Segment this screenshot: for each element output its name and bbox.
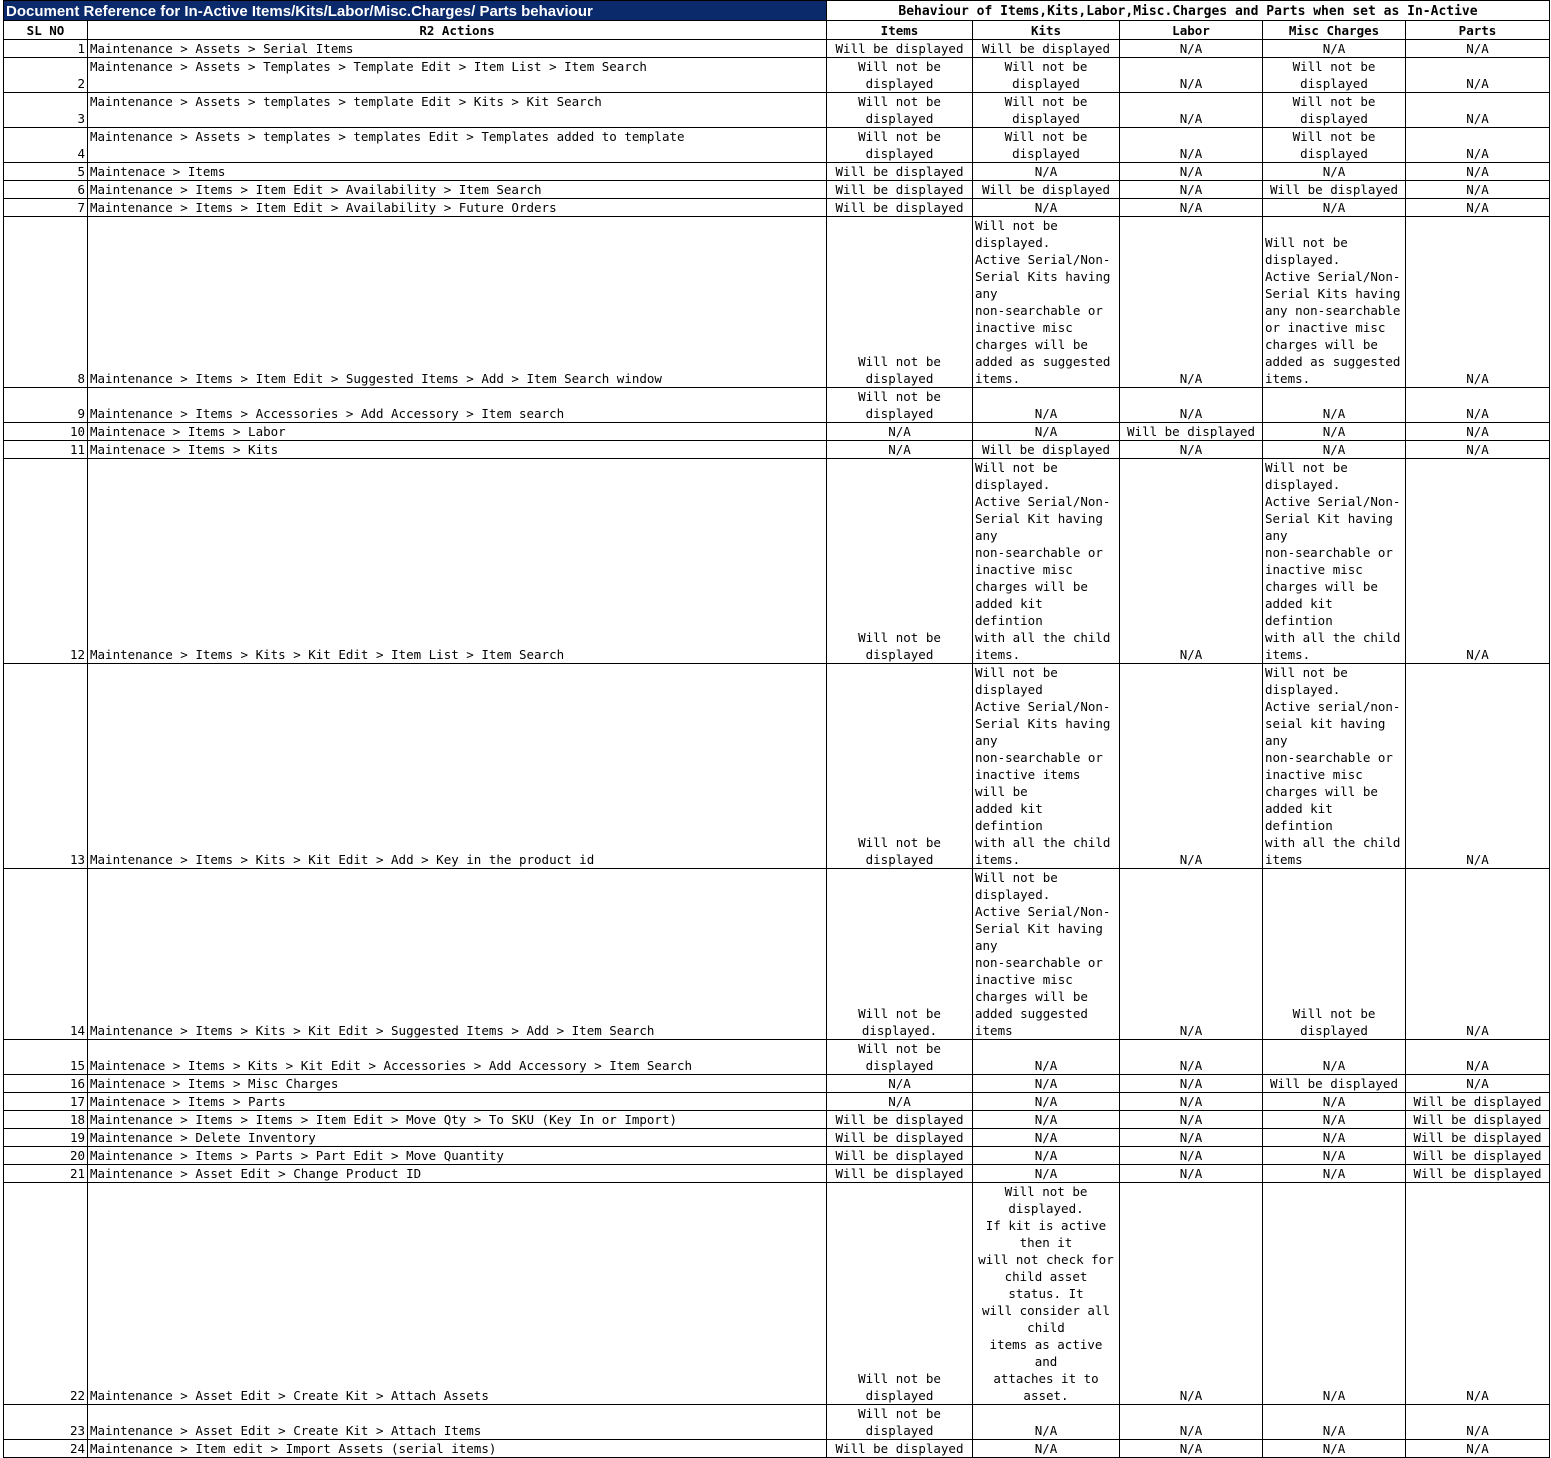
- items-cell: Will not be displayed: [827, 217, 973, 388]
- sl-no-cell: 15: [4, 1040, 88, 1075]
- labor-cell: Will be displayed: [1120, 423, 1263, 441]
- items-cell: N/A: [827, 1093, 973, 1111]
- misc-cell: Will not be displayed: [1263, 128, 1406, 163]
- table-row: [4, 1183, 1550, 1405]
- action-cell: Maintenace > Items: [88, 163, 827, 181]
- misc-cell: N/A: [1263, 388, 1406, 423]
- items-cell: Will not be displayed: [827, 459, 973, 664]
- misc-cell: Will not be displayed. Active Serial/Non- Serial Kits having any non-searchable or inactive misc charges will be added as suggested items.: [1263, 217, 1406, 388]
- parts-cell: N/A: [1406, 93, 1550, 128]
- items-cell: Will be displayed: [827, 1111, 973, 1129]
- parts-cell: N/A: [1406, 1075, 1550, 1093]
- misc-cell: N/A: [1263, 163, 1406, 181]
- labor-cell: N/A: [1120, 1405, 1263, 1440]
- misc-cell: N/A: [1263, 1440, 1406, 1458]
- sl-no-cell: 13: [4, 664, 88, 869]
- misc-cell: Will not be displayed. Active serial/non- seial kit having any non-searchable or inactive misc charges will be added kit defintion with all the child items: [1263, 664, 1406, 869]
- labor-cell: N/A: [1120, 1165, 1263, 1183]
- sl-no-cell: 4: [4, 128, 88, 163]
- labor-cell: N/A: [1120, 199, 1263, 217]
- action-cell: Maintenance > Asset Edit > Create Kit > Attach Assets: [88, 1183, 827, 1405]
- table-row: [4, 163, 1550, 181]
- labor-cell: N/A: [1120, 1040, 1263, 1075]
- labor-cell: N/A: [1120, 441, 1263, 459]
- kits-cell: N/A: [973, 423, 1120, 441]
- parts-cell: N/A: [1406, 217, 1550, 388]
- labor-cell: N/A: [1120, 128, 1263, 163]
- table-row: [4, 1111, 1550, 1129]
- parts-cell: N/A: [1406, 163, 1550, 181]
- sl-no-cell: 10: [4, 423, 88, 441]
- labor-cell: N/A: [1120, 869, 1263, 1040]
- kits-cell: Will not be displayed. If kit is active then it will not check for child asset status. It will consider all child items as active and attaches it to asset.: [973, 1183, 1120, 1405]
- kits-cell: Will not be displayed Active Serial/Non- Serial Kits having any non-searchable or inactive items will be added kit defintion with all the child items.: [973, 664, 1120, 869]
- action-cell: Maintenance > Item edit > Import Assets (serial items): [88, 1440, 827, 1458]
- table-row: [4, 1147, 1550, 1165]
- items-cell: Will be displayed: [827, 1165, 973, 1183]
- sl-no-cell: 22: [4, 1183, 88, 1405]
- action-cell: Maintenance > Assets > Serial Items: [88, 40, 827, 58]
- kits-cell: N/A: [973, 1405, 1120, 1440]
- parts-cell: N/A: [1406, 128, 1550, 163]
- misc-cell: N/A: [1263, 1093, 1406, 1111]
- action-cell: Maintenace > Items > Kits: [88, 441, 827, 459]
- table-row: [4, 459, 1550, 664]
- items-cell: Will be displayed: [827, 40, 973, 58]
- action-cell: Maintenance > Items > Item Edit > Availability > Item Search: [88, 181, 827, 199]
- items-cell: Will be displayed: [827, 181, 973, 199]
- table-body: [4, 40, 1550, 1458]
- action-cell: Maintenance > Asset Edit > Change Product ID: [88, 1165, 827, 1183]
- table-row: [4, 423, 1550, 441]
- kits-cell: N/A: [973, 388, 1120, 423]
- kits-cell: Will not be displayed: [973, 128, 1120, 163]
- action-cell: Maintenance > Items > Item Edit > Availability > Future Orders: [88, 199, 827, 217]
- header-items: Items: [827, 21, 973, 40]
- kits-cell: N/A: [973, 1440, 1120, 1458]
- labor-cell: N/A: [1120, 58, 1263, 93]
- kits-cell: N/A: [973, 1093, 1120, 1111]
- table-row: [4, 217, 1550, 388]
- parts-cell: Will be displayed: [1406, 1111, 1550, 1129]
- table-row: [4, 1040, 1550, 1075]
- table-row: [4, 1093, 1550, 1111]
- misc-cell: Will not be displayed: [1263, 869, 1406, 1040]
- parts-cell: N/A: [1406, 1183, 1550, 1405]
- labor-cell: N/A: [1120, 1440, 1263, 1458]
- kits-cell: Will not be displayed. Active Serial/Non- Serial Kit having any non-searchable or inactive misc charges will be added kit defintion with all the child items.: [973, 459, 1120, 664]
- action-cell: Maintenance > Items > Parts > Part Edit > Move Quantity: [88, 1147, 827, 1165]
- items-cell: Will not be displayed: [827, 664, 973, 869]
- items-cell: Will be displayed: [827, 1129, 973, 1147]
- parts-cell: N/A: [1406, 1040, 1550, 1075]
- table-row: [4, 869, 1550, 1040]
- sl-no-cell: 3: [4, 93, 88, 128]
- items-cell: N/A: [827, 423, 973, 441]
- labor-cell: N/A: [1120, 1147, 1263, 1165]
- kits-cell: N/A: [973, 1040, 1120, 1075]
- sl-no-cell: 24: [4, 1440, 88, 1458]
- misc-cell: N/A: [1263, 1147, 1406, 1165]
- action-cell: Maintenance > Items > Item Edit > Suggested Items > Add > Item Search window: [88, 217, 827, 388]
- labor-cell: N/A: [1120, 40, 1263, 58]
- action-cell: Maintenance > Delete Inventory: [88, 1129, 827, 1147]
- kits-cell: N/A: [973, 1075, 1120, 1093]
- items-cell: N/A: [827, 1075, 973, 1093]
- table-row: [4, 1405, 1550, 1440]
- misc-cell: N/A: [1263, 1040, 1406, 1075]
- misc-cell: N/A: [1263, 1111, 1406, 1129]
- labor-cell: N/A: [1120, 664, 1263, 869]
- labor-cell: N/A: [1120, 93, 1263, 128]
- items-cell: Will be displayed: [827, 1440, 973, 1458]
- kits-cell: N/A: [973, 1129, 1120, 1147]
- parts-cell: N/A: [1406, 181, 1550, 199]
- table-row: [4, 1075, 1550, 1093]
- misc-cell: Will be displayed: [1263, 1075, 1406, 1093]
- action-cell: Maintenance > Items > Kits > Kit Edit > Item List > Item Search: [88, 459, 827, 664]
- sl-no-cell: 11: [4, 441, 88, 459]
- kits-cell: N/A: [973, 163, 1120, 181]
- behaviour-table: [3, 0, 1550, 1458]
- action-cell: Maintenace > Items > Kits > Kit Edit > Accessories > Add Accessory > Item Search: [88, 1040, 827, 1075]
- labor-cell: N/A: [1120, 1129, 1263, 1147]
- header-r2-actions: R2 Actions: [88, 21, 827, 40]
- kits-cell: Will be displayed: [973, 40, 1120, 58]
- sl-no-cell: 14: [4, 869, 88, 1040]
- parts-cell: N/A: [1406, 1440, 1550, 1458]
- parts-cell: N/A: [1406, 1405, 1550, 1440]
- parts-cell: Will be displayed: [1406, 1129, 1550, 1147]
- action-cell: Maintenance > Asset Edit > Create Kit > Attach Items: [88, 1405, 827, 1440]
- table-row: [4, 1440, 1550, 1458]
- kits-cell: Will not be displayed: [973, 58, 1120, 93]
- misc-cell: Will not be displayed. Active Serial/Non- Serial Kit having any non-searchable or inactive misc charges will be added kit defintion with all the child items.: [1263, 459, 1406, 664]
- parts-cell: Will be displayed: [1406, 1165, 1550, 1183]
- labor-cell: N/A: [1120, 1093, 1263, 1111]
- items-cell: Will not be displayed: [827, 1040, 973, 1075]
- parts-cell: N/A: [1406, 664, 1550, 869]
- kits-cell: Will be displayed: [973, 441, 1120, 459]
- misc-cell: N/A: [1263, 199, 1406, 217]
- table-row: [4, 181, 1550, 199]
- kits-cell: N/A: [973, 1147, 1120, 1165]
- items-cell: Will not be displayed: [827, 128, 973, 163]
- sl-no-cell: 17: [4, 1093, 88, 1111]
- action-cell: Maintenance > Assets > Templates > Template Edit > Item List > Item Search: [88, 58, 827, 93]
- kits-cell: Will not be displayed. Active Serial/Non- Serial Kit having any non-searchable or inactive misc charges will be added suggested items: [973, 869, 1120, 1040]
- misc-cell: N/A: [1263, 1129, 1406, 1147]
- parts-cell: N/A: [1406, 459, 1550, 664]
- labor-cell: N/A: [1120, 1075, 1263, 1093]
- sl-no-cell: 2: [4, 58, 88, 93]
- parts-cell: N/A: [1406, 388, 1550, 423]
- items-cell: Will not be displayed: [827, 388, 973, 423]
- items-cell: Will not be displayed: [827, 1405, 973, 1440]
- items-cell: Will not be displayed.: [827, 869, 973, 1040]
- header-parts: Parts: [1406, 21, 1550, 40]
- items-cell: Will be displayed: [827, 163, 973, 181]
- header-labor: Labor: [1120, 21, 1263, 40]
- misc-cell: N/A: [1263, 441, 1406, 459]
- misc-cell: N/A: [1263, 423, 1406, 441]
- kits-cell: N/A: [973, 199, 1120, 217]
- sl-no-cell: 21: [4, 1165, 88, 1183]
- sl-no-cell: 12: [4, 459, 88, 664]
- parts-cell: Will be displayed: [1406, 1093, 1550, 1111]
- kits-cell: Will not be displayed: [973, 93, 1120, 128]
- sl-no-cell: 16: [4, 1075, 88, 1093]
- table-row: [4, 93, 1550, 128]
- action-cell: Maintenance > Items > Accessories > Add Accessory > Item search: [88, 388, 827, 423]
- table-row: [4, 1165, 1550, 1183]
- header-sl-no: SL NO: [4, 21, 88, 40]
- parts-cell: N/A: [1406, 58, 1550, 93]
- action-cell: Maintenance > Items > Items > Item Edit > Move Qty > To SKU (Key In or Import): [88, 1111, 827, 1129]
- action-cell: Maintenace > Items > Parts: [88, 1093, 827, 1111]
- parts-cell: Will be displayed: [1406, 1147, 1550, 1165]
- labor-cell: N/A: [1120, 459, 1263, 664]
- sl-no-cell: 23: [4, 1405, 88, 1440]
- action-cell: Maintenace > Items > Misc Charges: [88, 1075, 827, 1093]
- table-row: [4, 388, 1550, 423]
- items-cell: Will be displayed: [827, 199, 973, 217]
- table-row: [4, 58, 1550, 93]
- parts-cell: N/A: [1406, 423, 1550, 441]
- misc-cell: Will be displayed: [1263, 181, 1406, 199]
- table-row: [4, 199, 1550, 217]
- kits-cell: Will not be displayed. Active Serial/Non- Serial Kits having any non-searchable or inactive misc charges will be added as suggested items.: [973, 217, 1120, 388]
- sl-no-cell: 19: [4, 1129, 88, 1147]
- action-cell: Maintenance > Items > Kits > Kit Edit > Suggested Items > Add > Item Search: [88, 869, 827, 1040]
- behaviour-subtitle: Behaviour of Items,Kits,Labor,Misc.Charges and Parts when set as In-Active: [827, 1, 1550, 21]
- header-kits: Kits: [973, 21, 1120, 40]
- sl-no-cell: 9: [4, 388, 88, 423]
- kits-cell: N/A: [973, 1111, 1120, 1129]
- kits-cell: Will be displayed: [973, 181, 1120, 199]
- sl-no-cell: 18: [4, 1111, 88, 1129]
- header-misc-charges: Misc Charges: [1263, 21, 1406, 40]
- parts-cell: N/A: [1406, 441, 1550, 459]
- table-row: [4, 664, 1550, 869]
- misc-cell: N/A: [1263, 1165, 1406, 1183]
- sl-no-cell: 8: [4, 217, 88, 388]
- table-row: [4, 128, 1550, 163]
- labor-cell: N/A: [1120, 163, 1263, 181]
- table-row: [4, 40, 1550, 58]
- labor-cell: N/A: [1120, 1111, 1263, 1129]
- action-cell: Maintenace > Items > Labor: [88, 423, 827, 441]
- labor-cell: N/A: [1120, 217, 1263, 388]
- parts-cell: N/A: [1406, 40, 1550, 58]
- misc-cell: Will not be displayed: [1263, 58, 1406, 93]
- labor-cell: N/A: [1120, 181, 1263, 199]
- items-cell: Will not be displayed: [827, 58, 973, 93]
- document-title: Document Reference for In-Active Items/Kits/Labor/Misc.Charges/ Parts behaviour: [4, 1, 827, 21]
- sl-no-cell: 5: [4, 163, 88, 181]
- misc-cell: Will not be displayed: [1263, 93, 1406, 128]
- labor-cell: N/A: [1120, 388, 1263, 423]
- items-cell: N/A: [827, 441, 973, 459]
- sl-no-cell: 20: [4, 1147, 88, 1165]
- kits-cell: N/A: [973, 1165, 1120, 1183]
- items-cell: Will not be displayed: [827, 1183, 973, 1405]
- sl-no-cell: 1: [4, 40, 88, 58]
- table-row: [4, 1129, 1550, 1147]
- misc-cell: N/A: [1263, 1183, 1406, 1405]
- parts-cell: N/A: [1406, 869, 1550, 1040]
- sl-no-cell: 6: [4, 181, 88, 199]
- parts-cell: N/A: [1406, 199, 1550, 217]
- sl-no-cell: 7: [4, 199, 88, 217]
- action-cell: Maintenance > Items > Kits > Kit Edit > Add > Key in the product id: [88, 664, 827, 869]
- items-cell: Will be displayed: [827, 1147, 973, 1165]
- misc-cell: N/A: [1263, 40, 1406, 58]
- action-cell: Maintenance > Assets > templates > templates Edit > Templates added to template: [88, 128, 827, 163]
- labor-cell: N/A: [1120, 1183, 1263, 1405]
- table-row: [4, 441, 1550, 459]
- action-cell: Maintenance > Assets > templates > template Edit > Kits > Kit Search: [88, 93, 827, 128]
- items-cell: Will not be displayed: [827, 93, 973, 128]
- misc-cell: N/A: [1263, 1405, 1406, 1440]
